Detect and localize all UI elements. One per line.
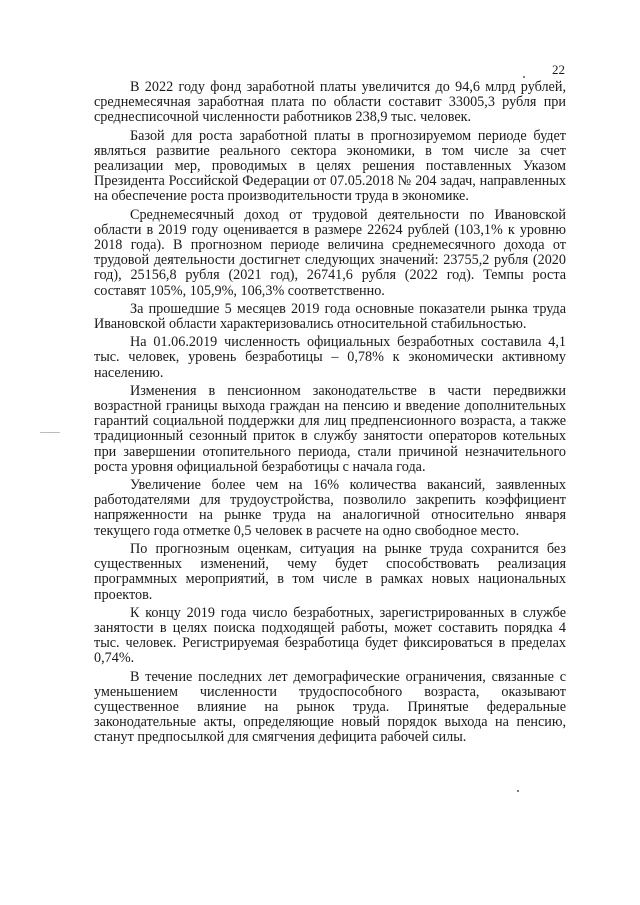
scan-mark: [40, 432, 60, 433]
paragraph-forecast: По прогнозным оценкам, ситуация на рынке труда сохранится без существенных изменений, чему будет способствовать реализация программных мероприятий, в том числе в рамках новых национальных проектов.: [94, 540, 566, 603]
paragraph-wage-growth-base: Базой для роста заработной платы в прогнозируемом периоде будет являться развитие реального сектора экономики, в том числе за счет реализации мер, проводимых в целях решения поставленных Указом Президента Российской Федерации от 07.05.2018 № 204 задач, направленных на обеспечение роста производительности труда в экономике.: [94, 127, 566, 205]
paragraph-year-end-unemployment: К концу 2019 года число безработных, зарегистрированных в службе занятости в целях поиска подходящей работы, может составить порядка 4 тыс. человек. Регистрируемая безработица будет фиксироваться в пределах 0,74%.: [94, 604, 566, 667]
scan-speck: [523, 76, 525, 78]
paragraph-labor-market-stability: За прошедшие 5 месяцев 2019 года основные показатели рынка труда Ивановской области характеризовались относительной стабильностью.: [94, 300, 566, 333]
scan-speck: [517, 790, 519, 792]
paragraph-demographic-constraints: В течение последних лет демографические ограничения, связанные с уменьшением численности трудоспособного возраста, оказывают существенное влияние на рынок труда. Принятые федеральные законодательные акты, определяющие новый порядок выхода на пенсию, станут предпосылкой для смягчения дефицита рабочей силы.: [94, 668, 566, 746]
paragraph-vacancies: Увеличение более чем на 16% количества вакансий, заявленных работодателями для трудоустройства, позволило закрепить коэффициент напряженности на рынке труда на аналогичной относительно января текущего года отметке 0,5 человек в расчете на одно свободное место.: [94, 477, 566, 539]
page-number: 22: [552, 62, 565, 77]
document-body: [94, 80, 566, 746]
paragraph-pension-changes: Изменения в пенсионном законодательстве в части передвижки возрастной границы выхода граждан на пенсию и введение дополнительных гарантий социальной поддержки для лиц предпенсионного возраста, а также традиционный сезонный приток в службу занятости операторов котельных при завершении отопительного периода, стали причиной незначительного роста уровня официальной безработицы с начала года.: [94, 382, 566, 475]
paragraph-wage-fund-2022: В 2022 году фонд заработной платы увеличится до 94,6 млрд рублей, среднемесячная заработная плата по области составит 33005,3 рубля при среднесписочной численности работников 238,9 тыс. человек.: [94, 79, 566, 126]
paragraph-average-income: Среднемесячный доход от трудовой деятельности по Ивановской области в 2019 году оценивается в размере 22624 рублей (103,1% к уровню 2018 года). В прогнозном периоде величина среднемесячного дохода от трудовой деятельности достигнет следующих значений: 23755,2 рубля (2020 год), 25156,8 рубля (2021 год), 26741,6 рубля (2022 год). Темпы роста составят 105%, 105,9%, 106,3% соответственно.: [94, 206, 566, 299]
paragraph-unemployment-count: На 01.06.2019 численность официальных безработных составила 4,1 тыс. человек, уровень безработицы – 0,78% к экономически активному населению.: [94, 334, 566, 381]
